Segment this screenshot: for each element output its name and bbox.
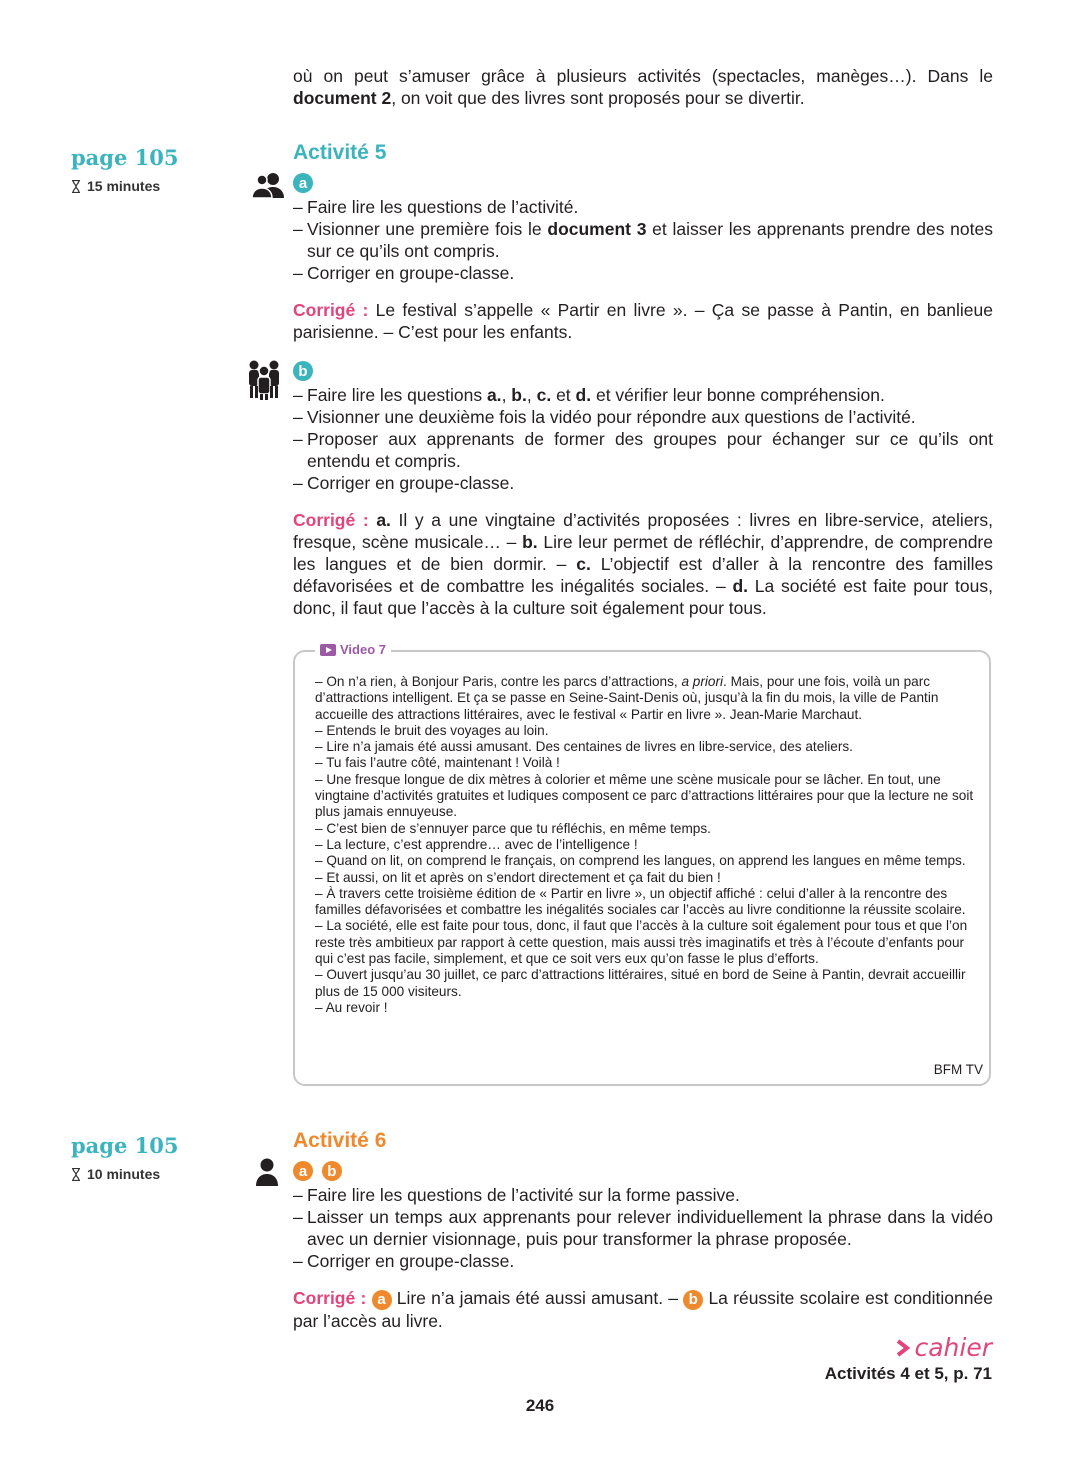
list-item: – Proposer aux apprenants de former des groupes pour échanger sur ce qu’ils ont entendu et compris. — [293, 428, 993, 472]
transcript-line: – La lecture, c’est apprendre… avec de l’intelligence ! — [315, 836, 638, 852]
activity5-part-a — [293, 171, 993, 343]
intro-text-end: , on voit que des livres sont proposés pour se divertir. — [391, 88, 805, 108]
list-item: – Visionner une deuxième fois la vidéo pour répondre aux questions de l’activité. — [293, 406, 993, 428]
corrige-paragraph: Corrigé : a. Il y a une vingtaine d’activités proposées : livres en libre-service, ateliers, fresque, scène musicale… – b. Lire leur permet de réfléchir, d’apprendre, de comprendre les langues et de bien dormir. – c. L’objectif est d’aller à la rencontre des familles défavorisées et de combattre les inégalités sociales. – d. La société est faite pour tous, donc, il faut que l’accès à la culture soit également pour tous. — [293, 510, 993, 619]
hourglass-icon — [71, 1168, 81, 1181]
list-item: – Faire lire les questions de l’activité sur la forme passive. — [293, 1184, 993, 1206]
list-item: – Faire lire les questions a., b., c. et d. et vérifier leur bonne compréhension. — [293, 384, 993, 406]
duration — [71, 1166, 178, 1182]
group-work-icon — [246, 358, 282, 400]
activity-title: Activité 6 — [293, 1129, 387, 1152]
transcript-line: – Quand on lit, on comprend le français, on comprend les langues, on apprend les langues en même temps. — [315, 853, 966, 869]
badge-a: a — [372, 1290, 392, 1310]
activity6-title — [293, 1130, 993, 1152]
corrige-text: Le festival s’appelle « Partir en livre ». – Ça se passe à Pantin, en banlieue parisienne. – C’est pour les enfants. — [293, 300, 993, 343]
corrige-label: Corrigé : — [293, 510, 369, 531]
page-ref: page 105 — [71, 145, 179, 170]
activity6-sidebar — [71, 1133, 178, 1182]
list-item: – Laisser un temps aux apprenants pour relever individuellement la phrase dans la vidéo avec un dernier visionnage, puis pour transformer la phrase proposée. — [293, 1206, 993, 1250]
transcript-line: – La société, elle est faite pour tous, donc, il faut que l’accès à la culture soit également pour tous et que l’on reste très ambitieux par rapport à cette question, mais aussi très imaginatifs et très à l’écoute d’enfants pour qui c’est pas facile, simplement, et que ce soit vers eux qu’on fasse le plus d’efforts. — [315, 918, 968, 967]
list-item: – Corriger en groupe-classe. — [293, 262, 993, 284]
cahier-heading — [825, 1333, 992, 1362]
badge-a: a — [293, 173, 313, 193]
instruction-list — [293, 1184, 993, 1272]
cahier-ref: Activités 4 et 5, p. 71 — [824, 1364, 992, 1383]
corrige-label: Corrigé : — [293, 300, 369, 321]
duration-text: 15 minutes — [87, 178, 161, 194]
transcript — [315, 674, 983, 1016]
transcript-line: – Tu fais l’autre côté, maintenant ! Voilà ! — [315, 755, 560, 771]
transcript-line: – Ouvert jusqu’au 30 juillet, ce parc d’attractions littéraires, situé en bord de Seine à Pantin, devrait accueillir plus de 15 000 visiteurs. — [315, 967, 966, 999]
badge-a: a — [293, 1161, 313, 1181]
transcript-line: – Et aussi, on lit et après on s’endort directement et ça fait du bien ! — [315, 869, 721, 885]
badge-b: b — [683, 1290, 703, 1310]
instruction-list — [293, 384, 993, 494]
cahier-reference — [825, 1333, 992, 1384]
activity6-body — [293, 1159, 993, 1332]
list-item: – Corriger en groupe-classe. — [293, 472, 993, 494]
hourglass-icon — [71, 180, 81, 193]
video-label-text: Video 7 — [340, 642, 387, 657]
intro-paragraph — [293, 65, 993, 109]
intro-bold: document 2 — [293, 88, 392, 108]
activity5-part-b — [293, 359, 993, 619]
transcript-line: – Une fresque longue de dix mètres à colorier et même une scène musicale pour se lâcher. En tout, une vingtaine d’activités gratuites et ludiques composent ce parc d’attractions littéraires pour que la lecture ne soit plus jamais ennuyeuse. — [315, 771, 974, 820]
pair-work-icon — [252, 172, 286, 198]
individual-work-icon — [256, 1158, 278, 1186]
badge-b: b — [322, 1161, 342, 1181]
activity5-title — [293, 142, 993, 164]
intro-text: où on peut s’amuser grâce à plusieurs activités (spectacles, manèges…). Dans le — [293, 66, 993, 86]
chevron-right-icon — [896, 1339, 910, 1357]
duration — [71, 178, 178, 194]
video-label — [315, 642, 391, 658]
transcript-line: – Lire n’a jamais été aussi amusant. Des centaines de livres en libre-service, des ateliers. — [315, 739, 853, 755]
transcript-line: – On n’a rien, à Bonjour Paris, contre les parcs d’attractions, a priori. Mais, pour une fois, voilà un parc d’attractions intelligent. Et ça se passe en Seine-Saint-Denis où, jusqu’à la fin du mois, la ville de Pantin accueille des attractions littéraires, avec le festival « Partir en livre ». Jean-Marie Marchaut. — [315, 674, 939, 722]
corrige-paragraph — [293, 1287, 993, 1331]
activity5-sidebar — [71, 145, 178, 194]
list-item: – Corriger en groupe-classe. — [293, 1250, 993, 1272]
corrige-text-b: La réussite scolaire est conditionnée par l’accès au livre. — [293, 1288, 993, 1331]
list-item: – Faire lire les questions de l’activité. — [293, 196, 993, 218]
instruction-list — [293, 196, 993, 284]
corrige-label: Corrigé : — [293, 1288, 367, 1309]
transcript-line: – C’est bien de s’ennuyer parce que tu réfléchis, en même temps. — [315, 820, 711, 836]
video-transcript-box — [293, 642, 991, 1086]
cahier-word: cahier — [914, 1333, 992, 1362]
play-icon — [320, 644, 336, 656]
corrige-paragraph — [293, 299, 993, 343]
badge-b: b — [293, 361, 313, 381]
list-item: – Visionner une première fois le document 3 et laisser les apprenants prendre des notes sur ce qu’ils ont compris. — [293, 218, 993, 262]
corrige-text-a: Lire n’a jamais été aussi amusant. – — [396, 1288, 679, 1309]
transcript-line: – Au revoir ! — [315, 999, 388, 1015]
page-ref: page 105 — [71, 1133, 179, 1158]
duration-text: 10 minutes — [87, 1166, 161, 1182]
source-credit: BFM TV — [933, 1061, 983, 1077]
transcript-line: – À travers cette troisième édition de « Partir en livre », un objectif affiché : celui d’aller à la rencontre des familles défavorisées et combattre les inégalités sociales car l’accès au livre conditionne la réussite scolaire. — [315, 885, 966, 918]
activity-title: Activité 5 — [293, 141, 387, 164]
page-number: 246 — [525, 1396, 555, 1415]
transcript-line: – Entends le bruit des voyages au loin. — [315, 722, 549, 738]
